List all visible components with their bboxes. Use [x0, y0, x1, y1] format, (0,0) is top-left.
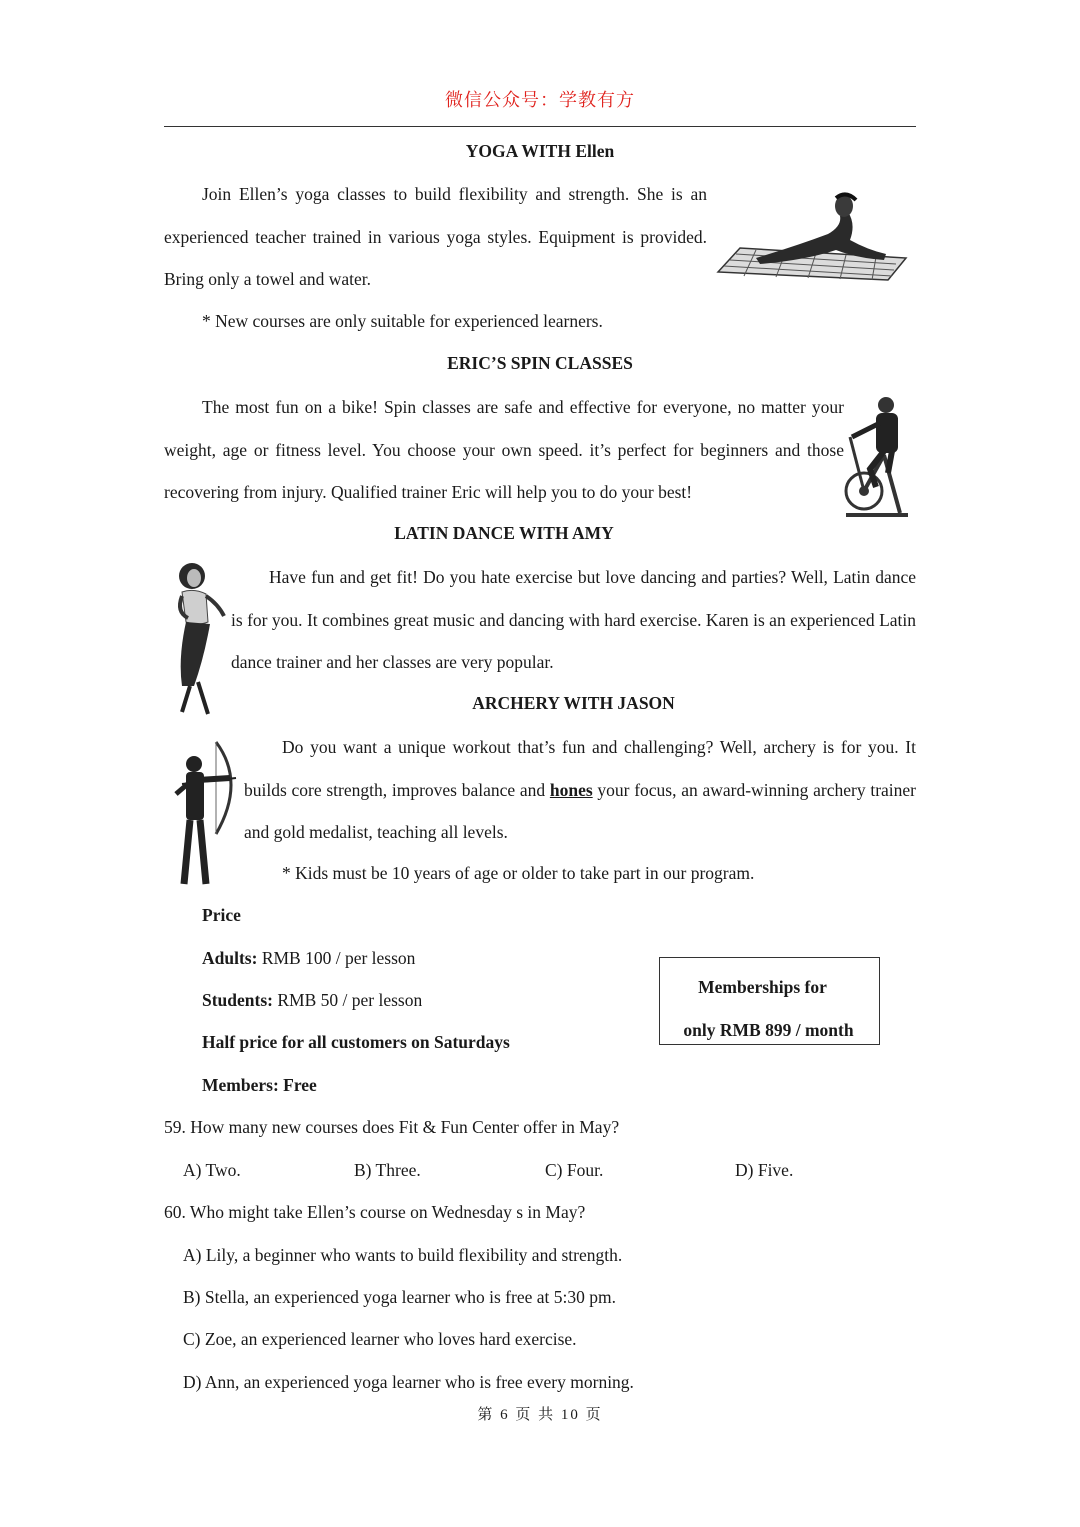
price-adults	[202, 948, 415, 969]
price-adults-value: RMB 100 / per lesson	[261, 948, 416, 968]
price-adults-label: Adults:	[202, 948, 258, 968]
spin-title: ERIC’S SPIN CLASSES	[447, 353, 633, 373]
membership-box	[659, 957, 880, 1045]
question-60-option-a: A) Lily, a beginner who wants to build flexibility and strength.	[183, 1245, 623, 1265]
archery-archer-illustration	[172, 738, 252, 888]
question-60-option-c: C) Zoe, an experienced learner who loves hard exercise.	[183, 1329, 577, 1349]
price-members: Members: Free	[202, 1075, 317, 1095]
question-59-option-b: B) Three.	[354, 1160, 421, 1180]
question-59-option-a: A) Two.	[183, 1160, 241, 1180]
archery-title: ARCHERY WITH JASON	[472, 693, 675, 713]
yoga-pose-illustration	[716, 188, 912, 284]
question-59-option-d: D) Five.	[735, 1160, 794, 1180]
spin-body: The most fun on a bike! Spin classes are safe and effective for everyone, no matter your weight, age or fitness level. You choose your own speed. it’s perfect for beginners and those recovering from injury. Qualified trainer Eric will help you to do your best!	[164, 397, 844, 502]
latin-title: LATIN DANCE WITH AMY	[394, 523, 614, 543]
question-59-stem: 59. How many new courses does Fit & Fun Center offer in May?	[164, 1117, 620, 1137]
yoga-title: YOGA WITH Ellen	[465, 141, 615, 161]
membership-line2: only RMB 899 / month	[683, 1020, 854, 1040]
question-60-option-d: D) Ann, an experienced yoga learner who is free every morning.	[183, 1372, 634, 1392]
archery-key-word: hones	[549, 779, 593, 800]
price-saturday: Half price for all customers on Saturdays	[202, 1032, 510, 1052]
yoga-note: * New courses are only suitable for experienced learners.	[202, 311, 603, 331]
question-60-stem: 60. Who might take Ellen’s course on Wednesday s in May?	[164, 1202, 586, 1222]
archery-body	[244, 726, 916, 854]
latin-dancer-illustration	[168, 562, 230, 718]
spin-bike-illustration	[840, 395, 914, 521]
price-heading: Price	[202, 905, 241, 925]
header-watermark: 微信公众号：学教有方	[445, 90, 635, 111]
archery-note: * Kids must be 10 years of age or older to take part in our program.	[282, 863, 755, 883]
page-number-footer: 第 6 页 共 10 页	[477, 1407, 603, 1423]
membership-line1: Memberships for	[698, 977, 827, 997]
archery-body-post: your focus, an award-winning archery trainer and gold medalist, teaching all levels.	[244, 779, 917, 842]
price-students-label: Students:	[202, 990, 273, 1010]
question-59-option-c: C) Four.	[545, 1160, 604, 1180]
question-60-option-b: B) Stella, an experienced yoga learner who is free at 5:30 pm.	[183, 1287, 616, 1307]
latin-body: Have fun and get fit! Do you hate exercise but love dancing and parties? Well, Latin dance is for you. It combines great music and dancing with hard exercise. Karen is an experienced Latin dance trainer and her classes are very popular.	[231, 567, 916, 672]
price-students	[202, 990, 422, 1011]
yoga-body: Join Ellen’s yoga classes to build flexibility and strength. She is an experienced teacher trained in various yoga styles. Equipment is provided. Bring only a towel and water.	[164, 184, 707, 289]
archery-body-pre: Do you want a unique workout that’s fun and challenging? Well, archery is for you. It builds core strength, improves balance and	[244, 737, 916, 800]
header-rule	[164, 126, 916, 127]
price-students-value: RMB 50 / per lesson	[277, 990, 423, 1010]
